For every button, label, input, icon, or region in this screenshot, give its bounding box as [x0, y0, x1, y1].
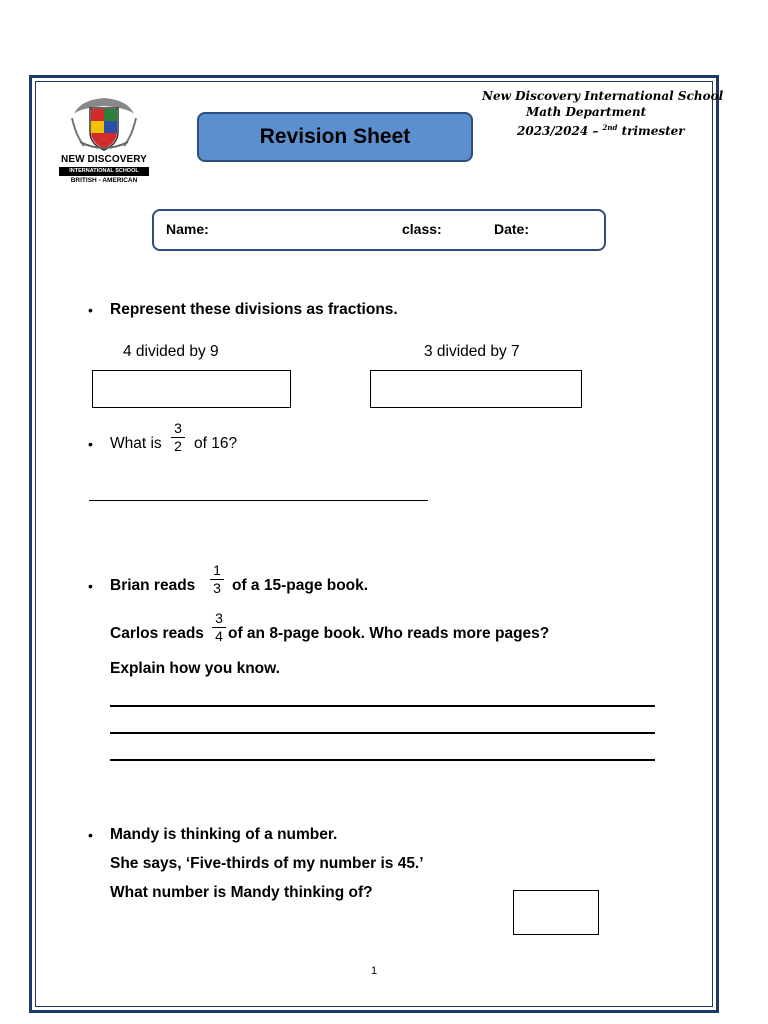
page-number: 1	[370, 965, 378, 977]
q3-line1-fraction-denominator: 3	[213, 580, 221, 596]
class-label: class:	[402, 221, 442, 237]
school-logo	[56, 96, 152, 188]
q1-part-b-answer-box[interactable]	[370, 370, 582, 408]
q3-line2-suffix: of an 8-page book. Who reads more pages?	[228, 625, 550, 642]
q3-line2-fraction	[212, 611, 226, 644]
q1-bullet: •	[88, 302, 93, 318]
name-label: Name:	[166, 221, 209, 237]
header-term-superscript: 2nd	[602, 123, 618, 132]
q3-bullet: •	[88, 578, 93, 594]
logo-school-subtitle: INTERNATIONAL SCHOOL	[59, 167, 149, 176]
q3-line2-prefix: Carlos reads	[110, 625, 204, 642]
q1-part-b-label: 3 divided by 7	[424, 343, 520, 360]
school-crest-icon	[70, 96, 138, 152]
q2-bullet: •	[88, 436, 93, 452]
header-school-name: New Discovery International School	[482, 89, 724, 103]
q3-line1-fraction-numerator: 1	[213, 562, 221, 578]
q3-line2-fraction-numerator: 3	[215, 610, 223, 626]
page-title: Revision Sheet	[197, 112, 473, 162]
q3-line1-suffix: of a 15-page book.	[232, 577, 369, 594]
q2-fraction	[171, 421, 185, 454]
q3-answer-line-2[interactable]	[110, 732, 655, 734]
q1-part-a-answer-box[interactable]	[92, 370, 291, 408]
logo-school-name: NEW DISCOVERY	[61, 154, 147, 165]
q2-suffix: of 16?	[194, 435, 238, 452]
header-term	[517, 120, 685, 139]
date-label: Date:	[494, 221, 530, 237]
q2-fraction-numerator: 3	[174, 420, 182, 436]
q4-line3: What number is Mandy thinking of?	[110, 884, 373, 901]
q2-fraction-denominator: 2	[174, 438, 182, 454]
student-info-box	[152, 209, 606, 251]
q4-line2: She says, ‘Five-thirds of my number is 45.’	[110, 855, 424, 872]
header-term-year: 2023/2024 –	[517, 124, 603, 138]
q3-answer-line-1[interactable]	[110, 705, 655, 707]
q4-answer-box[interactable]	[513, 890, 599, 935]
q3-line1-prefix: Brian reads	[110, 577, 196, 594]
header-term-suffix: trimester	[617, 124, 685, 138]
q3-line2-fraction-denominator: 4	[215, 628, 223, 644]
q1-part-a-label: 4 divided by 9	[123, 343, 219, 360]
q3-line3: Explain how you know.	[110, 660, 280, 677]
header-department: Math Department	[526, 105, 647, 119]
q3-answer-line-3[interactable]	[110, 759, 655, 761]
q3-line1-fraction	[210, 563, 224, 596]
q4-bullet: •	[88, 827, 93, 843]
q4-line1: Mandy is thinking of a number.	[110, 826, 338, 843]
logo-tagline: BRITISH - AMERICAN	[70, 177, 138, 184]
q1-prompt: Represent these divisions as fractions.	[110, 301, 398, 318]
q2-prefix: What is	[110, 435, 162, 452]
q2-answer-line[interactable]	[89, 500, 428, 501]
